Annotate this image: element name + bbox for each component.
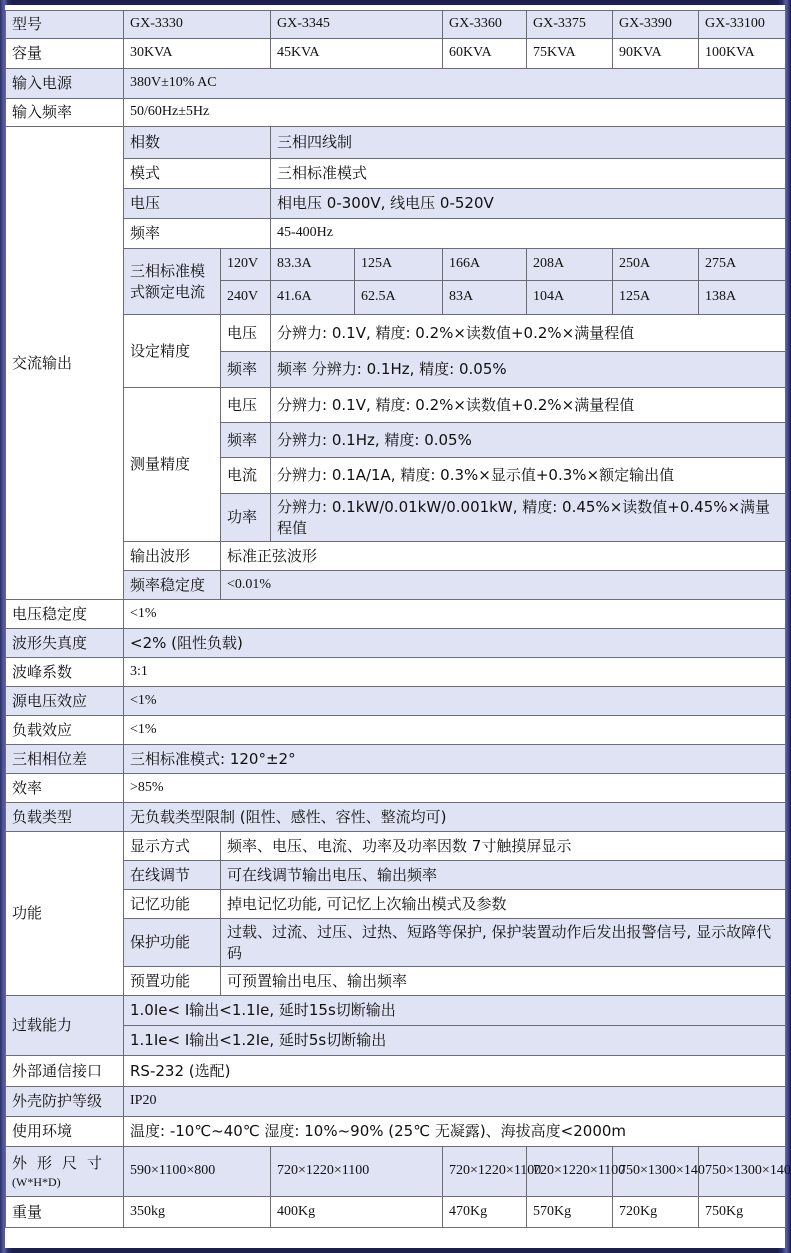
model-cell: GX-3360: [443, 11, 527, 39]
spec-value: <1%: [124, 716, 786, 745]
rated-voltage: 240V: [221, 281, 271, 315]
function-value: 可在线调节输出电压、输出频率: [221, 861, 786, 890]
weight-cell: 570Kg: [527, 1197, 613, 1228]
weight-cell: 350kg: [124, 1197, 271, 1228]
current-cell: 275A: [699, 249, 786, 281]
overload-value: 1.1Ie< I输出<1.2Ie, 延时5s切断输出: [124, 1026, 786, 1056]
header-label: 型号: [6, 11, 124, 39]
spec-value: <1%: [124, 687, 786, 716]
frequency-label: 频率: [124, 219, 271, 249]
weight-cell: 470Kg: [443, 1197, 527, 1228]
mode-label: 模式: [124, 159, 271, 189]
spec-label: 频率稳定度: [124, 571, 221, 600]
input-freq-value: 50/60Hz±5Hz: [124, 99, 786, 127]
table-row: [6, 600, 786, 629]
current-cell: 138A: [699, 281, 786, 315]
dimensions-label: 外形尺寸: [12, 1154, 113, 1173]
voltage-label: 电压: [124, 189, 271, 219]
current-cell: 41.6A: [271, 281, 355, 315]
ac-output-label: 交流输出: [6, 127, 124, 600]
spec-label: 负载效应: [6, 716, 124, 745]
input-voltage-value: 380V±10% AC: [124, 69, 786, 99]
table-row: [6, 745, 786, 774]
measure-item: 电压: [221, 388, 271, 423]
table-row: [6, 774, 786, 803]
dimension-cell: 720×1220×1100: [527, 1147, 613, 1197]
current-cell: 125A: [613, 281, 699, 315]
weight-label: 重量: [6, 1197, 124, 1228]
set-accuracy-item: 频率: [221, 352, 271, 388]
table-row: [6, 629, 786, 658]
spec-table: [5, 10, 791, 1228]
input-voltage-label: 输入电源: [6, 69, 124, 99]
spec-label: 输出波形: [124, 542, 221, 571]
dimension-cell: 590×1100×800: [124, 1147, 271, 1197]
dimension-cell: 750×1300×140: [613, 1147, 699, 1197]
overload-label: 过载能力: [6, 996, 124, 1056]
current-cell: 125A: [355, 249, 443, 281]
set-accuracy-value: 分辨力: 0.1V, 精度: 0.2%×读数值+0.2%×满量程值: [271, 315, 786, 352]
model-cell: GX-3345: [271, 11, 443, 39]
function-item: 保护功能: [124, 919, 221, 967]
dimension-cell: 720×1220×1100: [271, 1147, 443, 1197]
model-cell: GX-3330: [124, 11, 271, 39]
spec-value: 3:1: [124, 658, 786, 687]
function-value: 过载、过流、过压、过热、短路等保护, 保护装置动作后发出报警信号, 显示故障代码: [221, 919, 786, 967]
measure-item: 频率: [221, 423, 271, 458]
table-row: [6, 39, 786, 69]
spec-label: 源电压效应: [6, 687, 124, 716]
mode-value: 三相标准模式: [271, 159, 786, 189]
voltage-value: 相电压 0-300V, 线电压 0-520V: [271, 189, 786, 219]
table-row: [6, 1147, 786, 1197]
phase-label: 相数: [124, 127, 271, 159]
comm-label: 外部通信接口: [6, 1056, 124, 1087]
set-accuracy-label: 设定精度: [124, 315, 221, 388]
table-row: [6, 11, 786, 39]
dimension-cell: 720×1220×1100: [443, 1147, 527, 1197]
overload-value: 1.0Ie< I输出<1.1Ie, 延时15s切断输出: [124, 996, 786, 1026]
capacity-cell: 75KVA: [527, 39, 613, 69]
capacity-cell: 90KVA: [613, 39, 699, 69]
protection-value: IP20: [124, 1087, 786, 1117]
dimensions-label-cell: [6, 1147, 124, 1197]
dimensions-sub: (W*H*D): [12, 1174, 61, 1189]
measure-value: 分辨力: 0.1V, 精度: 0.2%×读数值+0.2%×满量程值: [271, 388, 786, 423]
current-cell: 104A: [527, 281, 613, 315]
measure-value: 分辨力: 0.1kW/0.01kW/0.001kW, 精度: 0.45%×读数值+0.45%×满量程值: [271, 494, 786, 542]
spec-label: 负载类型: [6, 803, 124, 832]
model-cell: GX-33100: [699, 11, 786, 39]
table-row: [6, 1056, 786, 1087]
environment-value: 温度: -10℃~40℃ 湿度: 10%~90% (25℃ 无凝露)、海拔高度<2000m: [124, 1117, 786, 1147]
table-row: [6, 127, 786, 159]
table-row: [6, 658, 786, 687]
model-cell: GX-3390: [613, 11, 699, 39]
spec-label: 三相相位差: [6, 745, 124, 774]
set-accuracy-item: 电压: [221, 315, 271, 352]
function-value: 可预置输出电压、输出频率: [221, 967, 786, 996]
functions-label: 功能: [6, 832, 124, 996]
table-row: [6, 832, 786, 861]
spec-value: 标准正弦波形: [221, 542, 786, 571]
spec-label: 波峰系数: [6, 658, 124, 687]
environment-label: 使用环境: [6, 1117, 124, 1147]
table-row: [6, 99, 786, 127]
measure-item: 功率: [221, 494, 271, 542]
function-item: 记忆功能: [124, 890, 221, 919]
dimension-cell: 750×1300×140: [699, 1147, 786, 1197]
spec-label: 效率: [6, 774, 124, 803]
spec-value: <1%: [124, 600, 786, 629]
measure-value: 分辨力: 0.1A/1A, 精度: 0.3%×显示值+0.3%×额定输出值: [271, 458, 786, 494]
current-cell: 83A: [443, 281, 527, 315]
table-row: [6, 687, 786, 716]
capacity-cell: 60KVA: [443, 39, 527, 69]
frequency-value: 45-400Hz: [271, 219, 786, 249]
spec-value: 无负载类型限制 (阻性、感性、容性、整流均可): [124, 803, 786, 832]
spec-value: <0.01%: [221, 571, 786, 600]
table-row: [6, 69, 786, 99]
weight-cell: 720Kg: [613, 1197, 699, 1228]
current-cell: 166A: [443, 249, 527, 281]
current-cell: 83.3A: [271, 249, 355, 281]
function-item: 在线调节: [124, 861, 221, 890]
capacity-cell: 100KVA: [699, 39, 786, 69]
table-row: [6, 716, 786, 745]
capacity-cell: 30KVA: [124, 39, 271, 69]
input-freq-label: 输入频率: [6, 99, 124, 127]
phase-value: 三相四线制: [271, 127, 786, 159]
table-row: [6, 1087, 786, 1117]
current-cell: 62.5A: [355, 281, 443, 315]
table-row: [6, 803, 786, 832]
protection-label: 外壳防护等级: [6, 1087, 124, 1117]
capacity-label: 容量: [6, 39, 124, 69]
spec-value: 三相标准模式: 120°±2°: [124, 745, 786, 774]
set-accuracy-value: 频率 分辨力: 0.1Hz, 精度: 0.05%: [271, 352, 786, 388]
current-cell: 250A: [613, 249, 699, 281]
rated-voltage: 120V: [221, 249, 271, 281]
capacity-cell: 45KVA: [271, 39, 443, 69]
spec-label: 电压稳定度: [6, 600, 124, 629]
function-item: 显示方式: [124, 832, 221, 861]
comm-value: RS-232 (选配): [124, 1056, 786, 1087]
function-value: 频率、电压、电流、功率及功率因数 7寸触摸屏显示: [221, 832, 786, 861]
model-cell: GX-3375: [527, 11, 613, 39]
rated-current-label: 三相标准模式额定电流: [124, 249, 221, 315]
spec-label: 波形失真度: [6, 629, 124, 658]
current-cell: 208A: [527, 249, 613, 281]
table-row: [6, 996, 786, 1026]
table-row: [6, 1197, 786, 1228]
spec-value: <2% (阻性负载): [124, 629, 786, 658]
weight-cell: 400Kg: [271, 1197, 443, 1228]
table-row: [6, 1117, 786, 1147]
function-value: 掉电记忆功能, 可记忆上次输出模式及参数: [221, 890, 786, 919]
measure-item: 电流: [221, 458, 271, 494]
measure-value: 分辨力: 0.1Hz, 精度: 0.05%: [271, 423, 786, 458]
spec-value: >85%: [124, 774, 786, 803]
weight-cell: 750Kg: [699, 1197, 786, 1228]
function-item: 预置功能: [124, 967, 221, 996]
measure-accuracy-label: 测量精度: [124, 388, 221, 542]
